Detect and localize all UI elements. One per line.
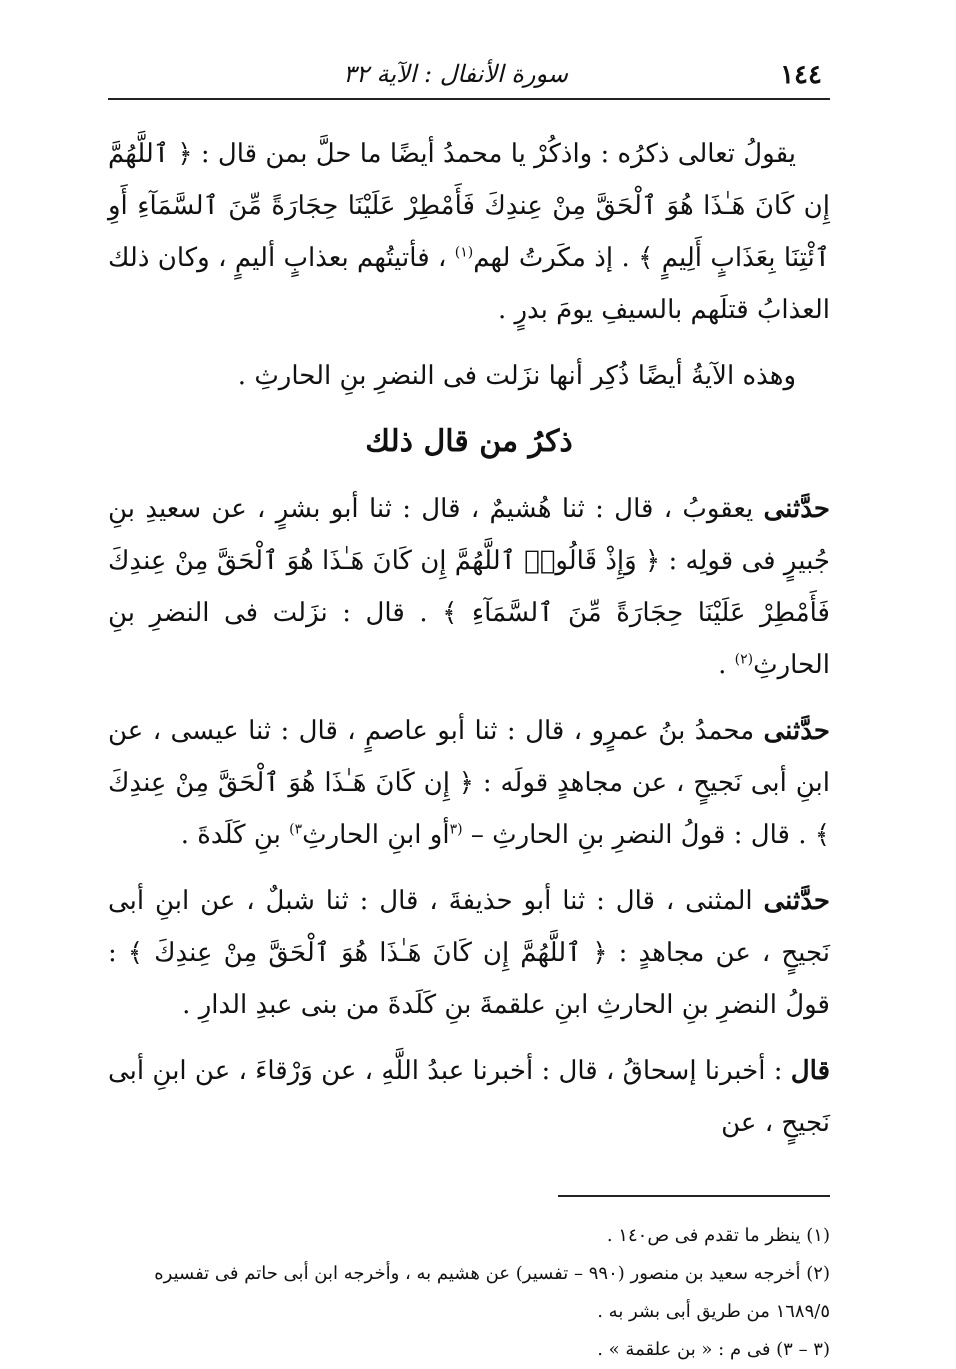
report-text: أو ابنِ الحارثِ xyxy=(302,820,450,850)
paragraph-text: ، فأتيتُهم بعذابٍ أليمٍ ، وكان ذلك العذابُ قتلَهم بالسيفِ يومَ بدرٍ . xyxy=(108,243,830,325)
report-lead: حدَّثنى xyxy=(763,716,830,746)
commentary-paragraph xyxy=(108,128,830,336)
footnote-marker: (٣ xyxy=(449,821,463,838)
running-title: سورة الأنفال : الآية ٣٢ xyxy=(343,60,568,88)
report-lead: حدَّثنى xyxy=(763,886,830,916)
report-text: : أخبرنا إسحاقُ ، قال : أخبرنا عبدُ اللَّهِ ، عن وَرْقاءَ ، عن ابنِ أبى نَجيحٍ ، عن xyxy=(108,1056,830,1138)
footnote-1: (١) ينظر ما تقدم فى ص١٤٠ . xyxy=(606,1225,830,1246)
report-text: . xyxy=(718,650,735,680)
footnote-divider xyxy=(558,1195,830,1197)
footnote-3: (٣ – ٣) فى م : « بن علقمة » . xyxy=(597,1339,830,1360)
paragraph-text: يقولُ تعالى ذكرُه : واذكُرْ يا محمدُ أيضًا ما حلَّ بمن قال : ﴿ ٱللَّهُمَّ إِن كَانَ هَـٰذَا هُوَ ٱلْحَقَّ مِنْ عِندِكَ فَأَمْطِرْ عَلَيْنَا حِجَارَةً مِّنَ ٱلسَّمَآءِ أَوِ ٱئْتِنَا بِعَذَابٍ أَلِيمٍ ﴾ . إذ مكَرتُ لهم xyxy=(108,139,830,273)
main-text xyxy=(108,128,830,1149)
report-text: يعقوبُ ، قال : ثنا هُشيمٌ ، قال : ثنا أبو بشرٍ ، عن سعيدِ بنِ جُبيرٍ فى قولِه : ﴿ وَإِذْ قَالُوا۟ ٱللَّهُمَّ إِن كَانَ هَـٰذَا هُوَ ٱلْحَقَّ مِنْ عِندِكَ فَأَمْطِرْ عَلَيْنَا حِجَارَةً مِّنَ ٱلسَّمَآءِ ﴾ . قال : نزَلت فى النضرِ بنِ الحارثِ xyxy=(108,494,830,680)
page-number: ١٤٤ xyxy=(780,60,822,90)
report-paragraph xyxy=(108,875,830,1031)
footnote-2: (٢) أخرجه سعيد بن منصور (٩٩٠ – تفسير) عن هشيم به ، وأخرجه ابن أبى حاتم فى تفسيره ١٦٨٩/٥ من طريق أبى بشر به . xyxy=(154,1263,830,1322)
report-lead: حدَّثنى xyxy=(763,494,830,524)
report-paragraph xyxy=(108,483,830,691)
paragraph-text: وهذه الآيةُ أيضًا ذُكِر أنها نزَلت فى النضرِ بنِ الحارثِ . xyxy=(237,361,796,391)
report-lead: قال xyxy=(790,1056,830,1086)
page-header xyxy=(108,50,830,100)
footnotes xyxy=(108,1217,830,1369)
footnote-marker: (١) xyxy=(454,244,474,261)
report-text: محمدُ بنُ عمرٍو ، قال : ثنا أبو عاصمٍ ، قال : ثنا عيسى ، عن ابنِ أبى نَجيحٍ ، عن مجاهدٍ قولَه : ﴿ إِن كَانَ هَـٰذَا هُوَ ٱلْحَقَّ مِنْ عِندِكَ ﴾ . قال : قولُ النضرِ بنِ الحارثِ – xyxy=(108,716,830,850)
report-paragraph xyxy=(108,705,830,861)
report-text: بنِ كَلَدةَ . xyxy=(180,820,290,850)
book-page xyxy=(108,50,830,1369)
report-paragraph xyxy=(108,1045,830,1149)
report-text: المثنى ، قال : ثنا أبو حذيفةَ ، قال : ثنا شبلٌ ، عن ابنِ أبى نَجيحٍ ، عن مجاهدٍ : ﴿ ٱللَّهُمَّ إِن كَانَ هَـٰذَا هُوَ ٱلْحَقَّ مِنْ عِندِكَ ﴾ : قولُ النضرِ بنِ الحارثِ ابنِ علقمةَ بنِ كَلَدةَ من بنى عبدِ الدارِ . xyxy=(108,886,830,1020)
section-heading: ذكرُ من قال ذلك xyxy=(365,424,573,459)
commentary-paragraph xyxy=(108,350,830,402)
footnote-marker: ٣) xyxy=(289,821,303,838)
footnote-marker: (٢) xyxy=(734,651,754,668)
